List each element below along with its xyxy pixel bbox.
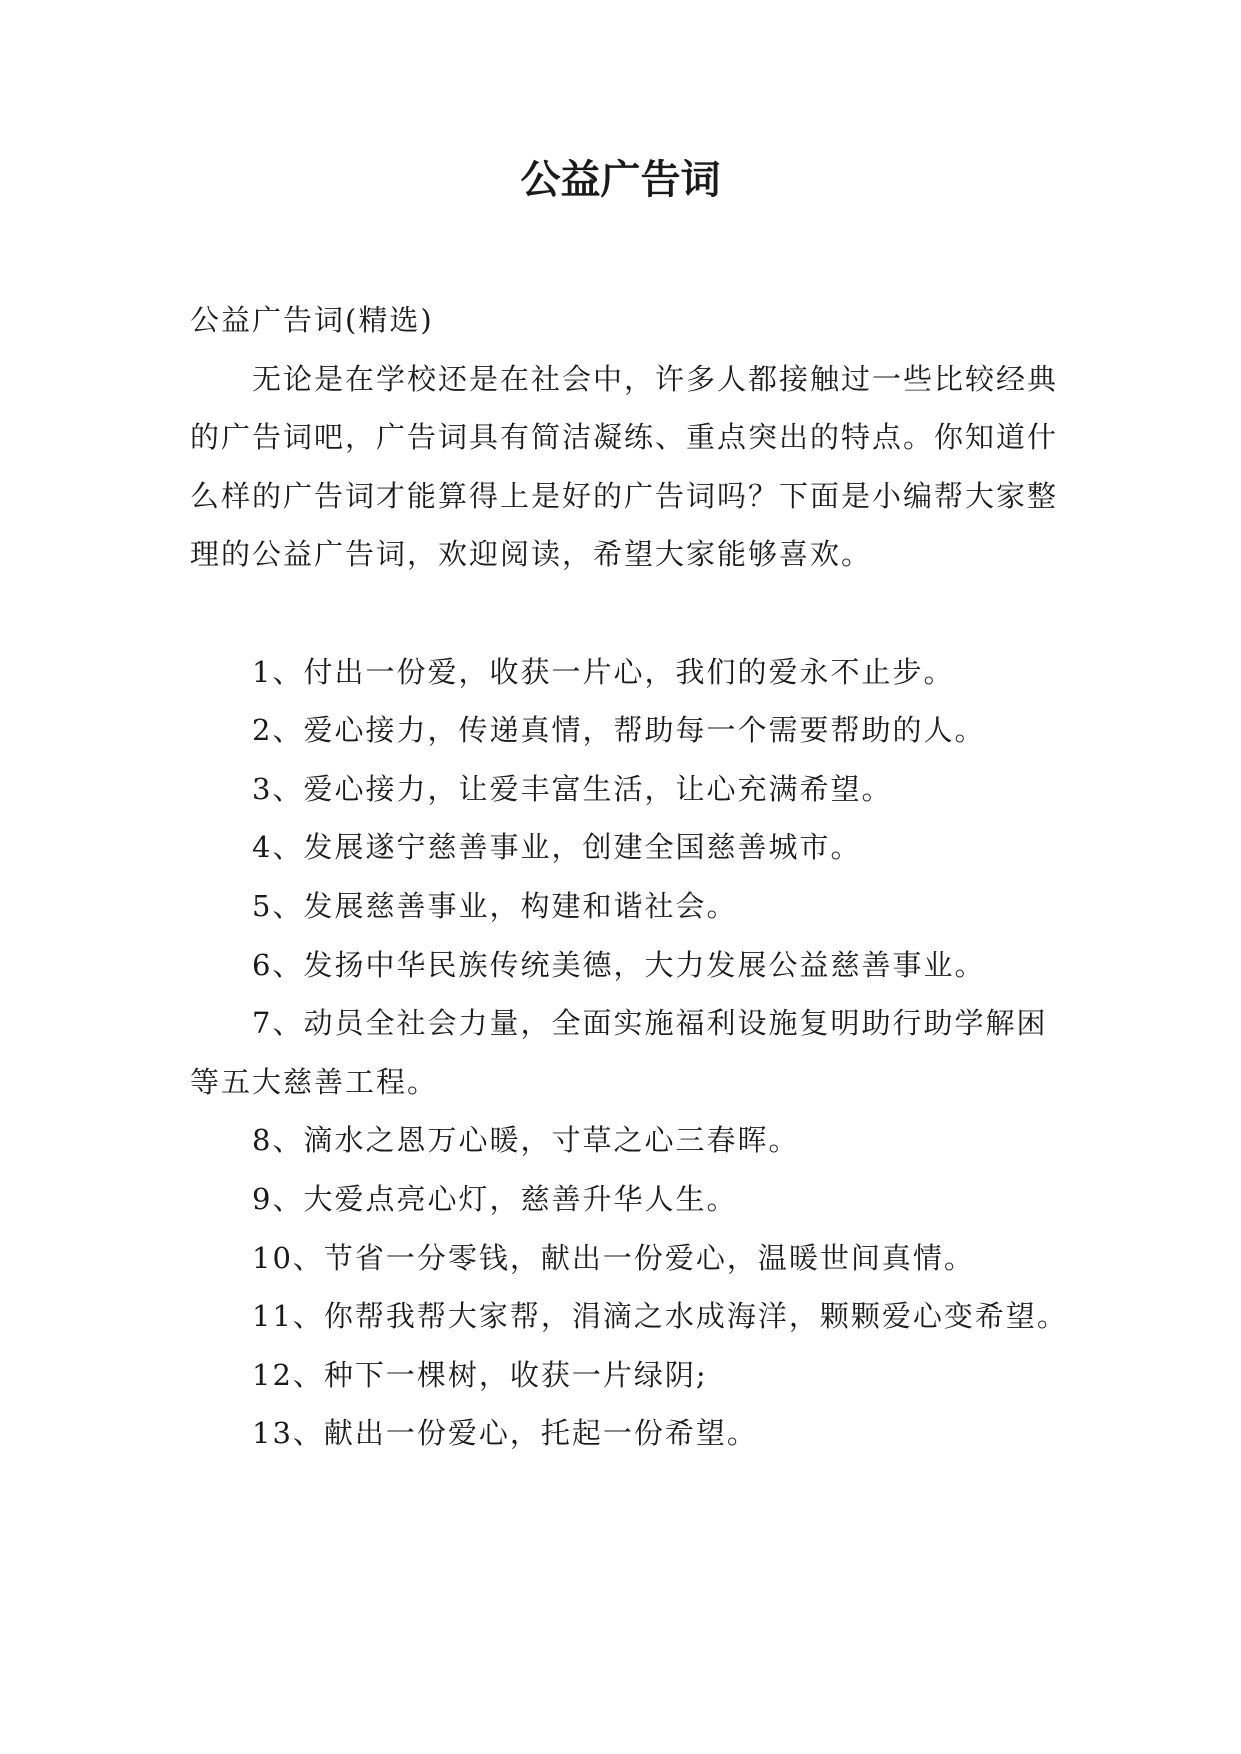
slogan-item-2: 2、爱心接力，传递真情，帮助每一个需要帮助的人。 bbox=[252, 713, 986, 748]
page-title: 公益广告词 bbox=[520, 157, 721, 203]
slogan-item-5: 5、发展慈善事业，构建和谐社会。 bbox=[252, 888, 738, 923]
slogan-item-10: 10、节省一分零钱，献出一份爱心，温暖世间真情。 bbox=[252, 1240, 975, 1275]
slogan-item-7: 7、动员全社会力量，全面实施福利设施复明助行助学解困等五大慈善工程。 bbox=[190, 1006, 1048, 1099]
slogan-item-8: 8、滴水之恩万心暖，寸草之心三春晖。 bbox=[252, 1123, 800, 1158]
subtitle: 公益广告词(精选) bbox=[190, 303, 434, 337]
slogan-item-6: 6、发扬中华民族传统美德，大力发展公益慈善事业。 bbox=[252, 947, 986, 982]
slogan-item-4: 4、发展遂宁慈善事业，创建全国慈善城市。 bbox=[252, 830, 862, 865]
paragraph-spacer bbox=[190, 584, 1070, 643]
slogan-item-3: 3、爱心接力，让爱丰富生活，让心充满希望。 bbox=[252, 771, 893, 806]
slogan-item-1: 1、付出一份爱，收获一片心，我们的爱永不止步。 bbox=[252, 654, 955, 689]
document-body bbox=[190, 291, 1070, 1463]
slogan-item-12: 12、种下一棵树，收获一片绿阴; bbox=[252, 1357, 708, 1392]
intro-paragraph: 无论是在学校还是在社会中，许多人都接触过一些比较经典的广告词吧，广告词具有简洁凝练、重点突出的特点。你知道什么样的广告词才能算得上是好的广告词吗？下面是小编帮大家整理的公益广告词，欢迎阅读，希望大家能够喜欢。 bbox=[190, 361, 1059, 572]
slogan-item-13: 13、献出一份爱心，托起一份希望。 bbox=[252, 1416, 758, 1451]
slogan-item-11: 11、你帮我帮大家帮，涓滴之水成海洋，颗颗爱心变希望。 bbox=[252, 1299, 1068, 1334]
slogan-item-9: 9、大爱点亮心灯，慈善升华人生。 bbox=[252, 1181, 738, 1216]
